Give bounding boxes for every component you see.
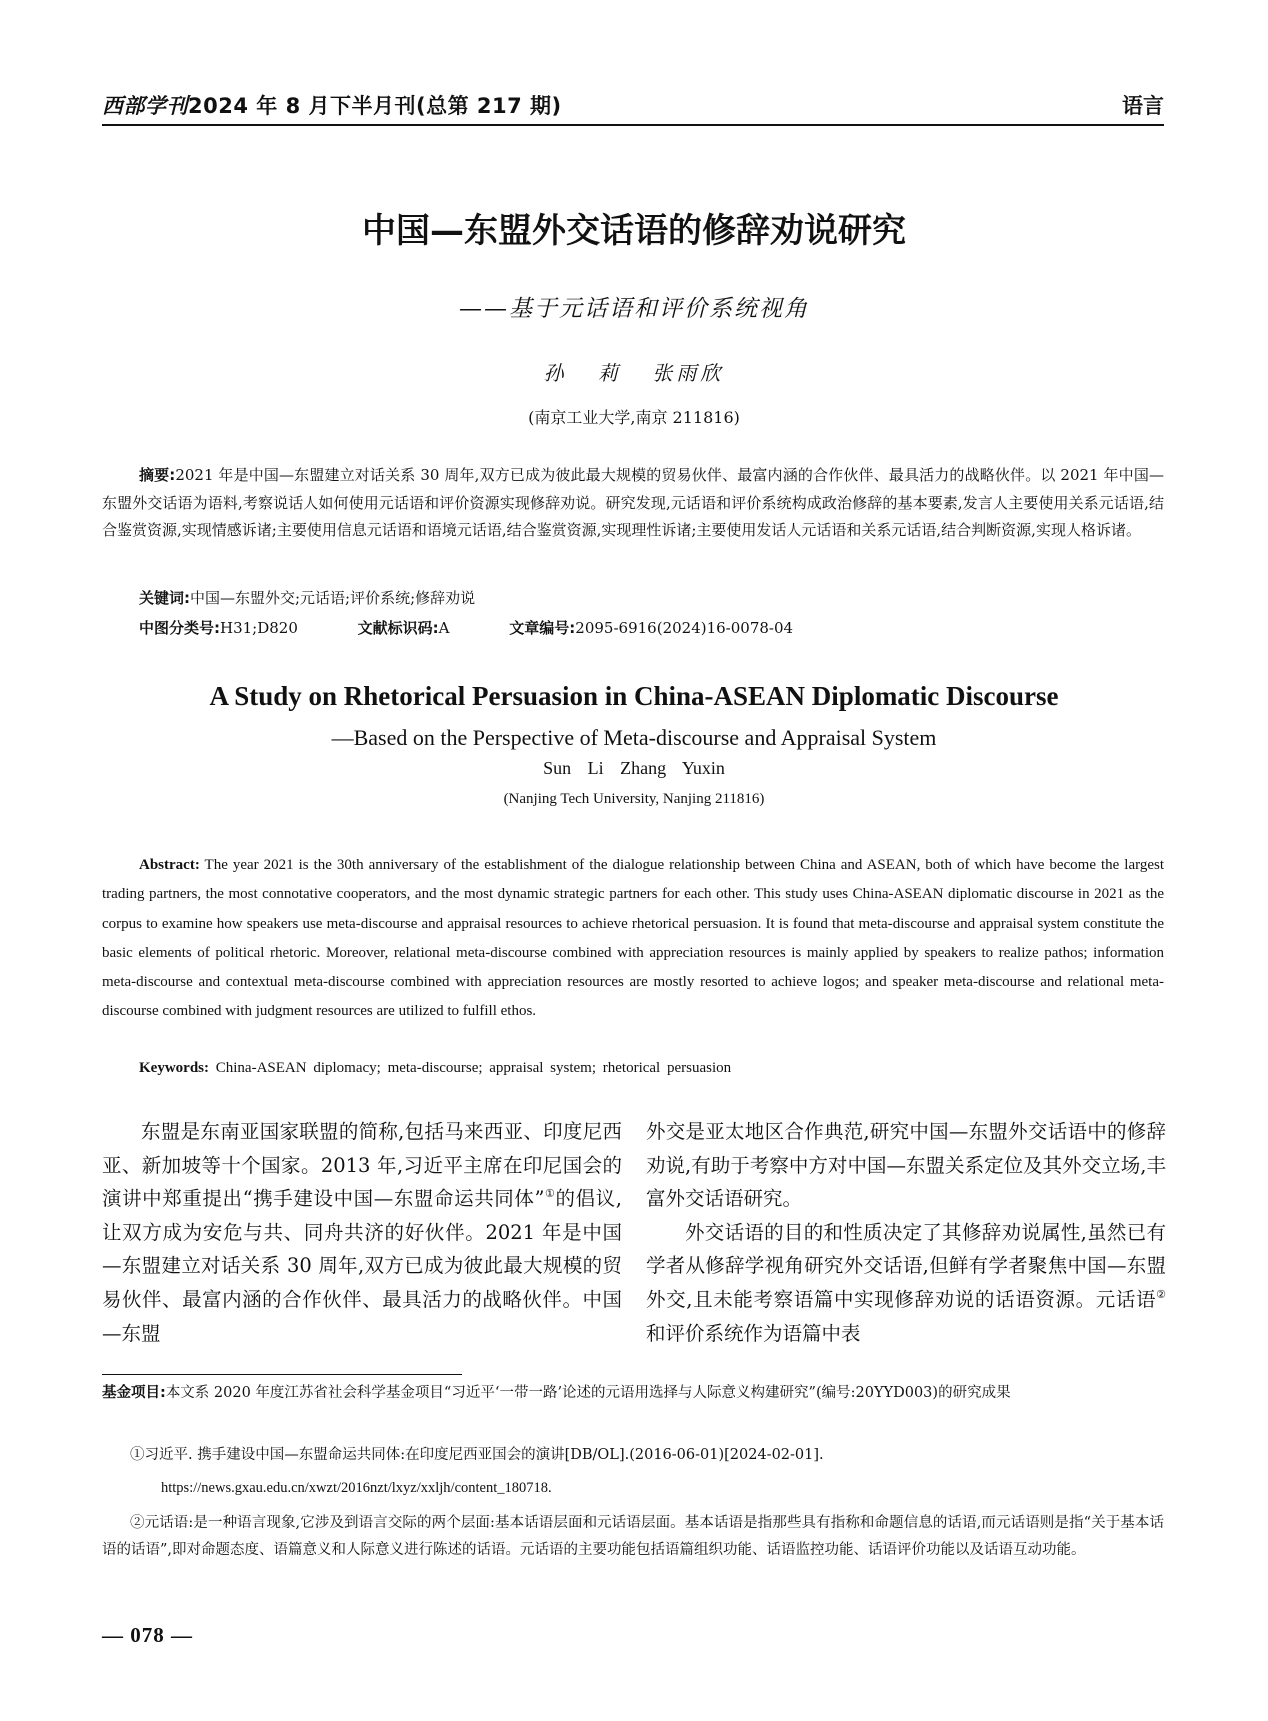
english-abstract-label: Abstract: [139, 857, 200, 873]
body-text: 和评价系统作为语篇中表 [646, 1321, 861, 1345]
body-text: 的倡议,让双方成为安危与共、同舟共济的好伙伴。2021 年是中国—东盟建立对话关系 30 周年,双方已成为彼此最大规模的贸易伙伴、最富内涵的合作伙伴、最具活力的战略伙伴。中国—东盟 [102, 1187, 622, 1345]
english-abstract [102, 851, 1164, 1027]
footnote-2: ②元话语:是一种语言现象,它涉及到语言交际的两个层面:基本话语层面和元话语层面。基本话语是指那些具有指称和命题信息的话语,而元话语则是指“关于基本话语的话语”,即对命题态度、语篇意义和人际意义进行陈述的话语。元话语的主要功能包括语篇组织功能、话语监控功能、话语评价功能以及话语互动功能。 [102, 1515, 1164, 1558]
body-column-right [646, 1115, 1166, 1350]
header-divider [102, 124, 1164, 126]
funding-label: 基金项目: [102, 1385, 166, 1401]
journal-masthead: 西部学刊 [102, 93, 188, 118]
clc-value: H31;D820 [220, 619, 298, 637]
article-number [509, 617, 793, 638]
abstract-text: 2021 年是中国—东盟建立对话关系 30 周年,双方已成为彼此最大规模的贸易伙伴、最富内涵的合作伙伴、最具活力的战略伙伴。以 2021 年中国—东盟外交话语为语料,考察说话人如何使用元话语和评价资源实现修辞劝说。研究发现,元话语和评价系统构成政治修辞的基本要素,发言人主要使用关系元话语,结合鉴赏资源,实现情感诉诸;主要使用信息元话语和语境元话语,结合鉴赏资源,实现理性诉诸;主要使用发话人元话语和关系元话语,结合判断资源,实现人格诉诸。 [102, 466, 1164, 539]
english-keywords-text: China-ASEAN diplomacy; meta-discourse; appraisal system; rhetorical persuasion [215, 1060, 732, 1076]
keywords-label: 关键词: [139, 589, 190, 607]
english-subtitle: —Based on the Perspective of Meta-discourse and Appraisal System [331, 725, 937, 750]
chinese-keywords [139, 587, 1164, 608]
footnote-1-url[interactable]: https://news.gxau.edu.cn/xwzt/2016nzt/lxyz/xxljh/content_180718. [161, 1480, 552, 1496]
english-abstract-text: The year 2021 is the 30th anniversary of the establishment of the dialogue relationship between China and ASEAN, both of which have become the largest trading partners, the most connotative cooperators, and the most dynamic strategic partners for each other. This study uses China-ASEAN diplomatic discourse in 2021 as the corpus to examine how speakers use meta-discourse and appraisal resources to achieve rhetorical persuasion. It is found that meta-discourse and appraisal system constitute the basic elements of political rhetoric. Moreover, relational meta-discourse combined with appreciation resources is mainly applied by speakers to realize pathos; information meta-discourse and contextual meta-discourse combined with appreciation resources are mostly resorted to achieve logos; and speaker meta-discourse and relational meta-discourse combined with judgment resources are utilized to fulfill ethos. [102, 857, 1165, 1020]
article-number-label: 文章编号: [509, 619, 576, 637]
footnote-ref-2[interactable]: ② [1156, 1287, 1166, 1301]
abstract-label: 摘要: [139, 466, 176, 484]
doc-code-value: A [438, 619, 450, 637]
issue-info: 2024 年 8 月下半月刊(总第 217 期) [188, 94, 562, 118]
footnote-divider [102, 1374, 462, 1375]
body-paragraph [102, 1115, 622, 1350]
doc-code-label: 文献标识码: [357, 619, 439, 637]
funding-note [102, 1380, 1164, 1407]
document-code [358, 617, 450, 638]
keywords-text: 中国—东盟外交;元话语;评价系统;修辞劝说 [190, 589, 476, 607]
english-authors: Sun Li Zhang Yuxin [543, 758, 725, 778]
clc-label: 中图分类号: [139, 619, 220, 637]
english-affiliation: (Nanjing Tech University, Nanjing 211816) [503, 791, 765, 807]
body-column-left [102, 1115, 622, 1350]
footnote-1: ①习近平. 携手建设中国—东盟命运共同体:在印度尼西亚国会的演讲[DB/OL].(2016-06-01)[2024-02-01]. [130, 1447, 824, 1463]
english-keywords [139, 1060, 1164, 1077]
chinese-affiliation: (南京工业大学,南京 211816) [528, 408, 740, 427]
chinese-abstract [102, 462, 1164, 545]
english-title: A Study on Rhetorical Persuasion in China-ASEAN Diplomatic Discourse [209, 681, 1059, 711]
funding-text: 本文系 2020 年度江苏省社会科学基金项目“习近平‘一带一路’论述的元语用选择与人际意义构建研究”(编号:20YYD003)的研究成果 [165, 1385, 1011, 1401]
chinese-subtitle: ——基于元话语和评价系统视角 [459, 296, 809, 322]
section-label: 语言 [1122, 94, 1164, 118]
chinese-authors: 孙 莉 张雨欣 [543, 361, 725, 385]
classification-line [139, 617, 1164, 638]
body-paragraph: 外交是亚太地区合作典范,研究中国—东盟外交话语中的修辞劝说,有助于考察中方对中国—东盟关系定位及其外交立场,丰富外交话语研究。 [646, 1120, 1166, 1211]
english-keywords-label: Keywords: [139, 1060, 209, 1076]
chinese-title: 中国—东盟外交话语的修辞劝说研究 [362, 211, 906, 251]
clc-number [139, 617, 298, 638]
body-text: 外交话语的目的和性质决定了其修辞劝说属性,虽然已有学者从修辞学视角研究外交话语,但鲜有学者聚焦中国—东盟外交,且未能考察语篇中实现修辞劝说的话语资源。元话语 [646, 1220, 1166, 1311]
body-paragraph [646, 1216, 1166, 1350]
journal-issue-line [102, 90, 562, 120]
article-number-value: 2095-6916(2024)16-0078-04 [575, 619, 794, 637]
footnote-ref-1[interactable]: ① [544, 1187, 556, 1201]
body-text: 东盟是东南亚国家联盟的简称,包括马来西亚、印度尼西亚、新加坡等十个国家。2013 年,习近平主席在印尼国会的演讲中郑重提出“携手建设中国—东盟命运共同体” [102, 1120, 622, 1211]
running-header [102, 86, 1164, 126]
page-number: — 078 — [102, 1623, 193, 1647]
